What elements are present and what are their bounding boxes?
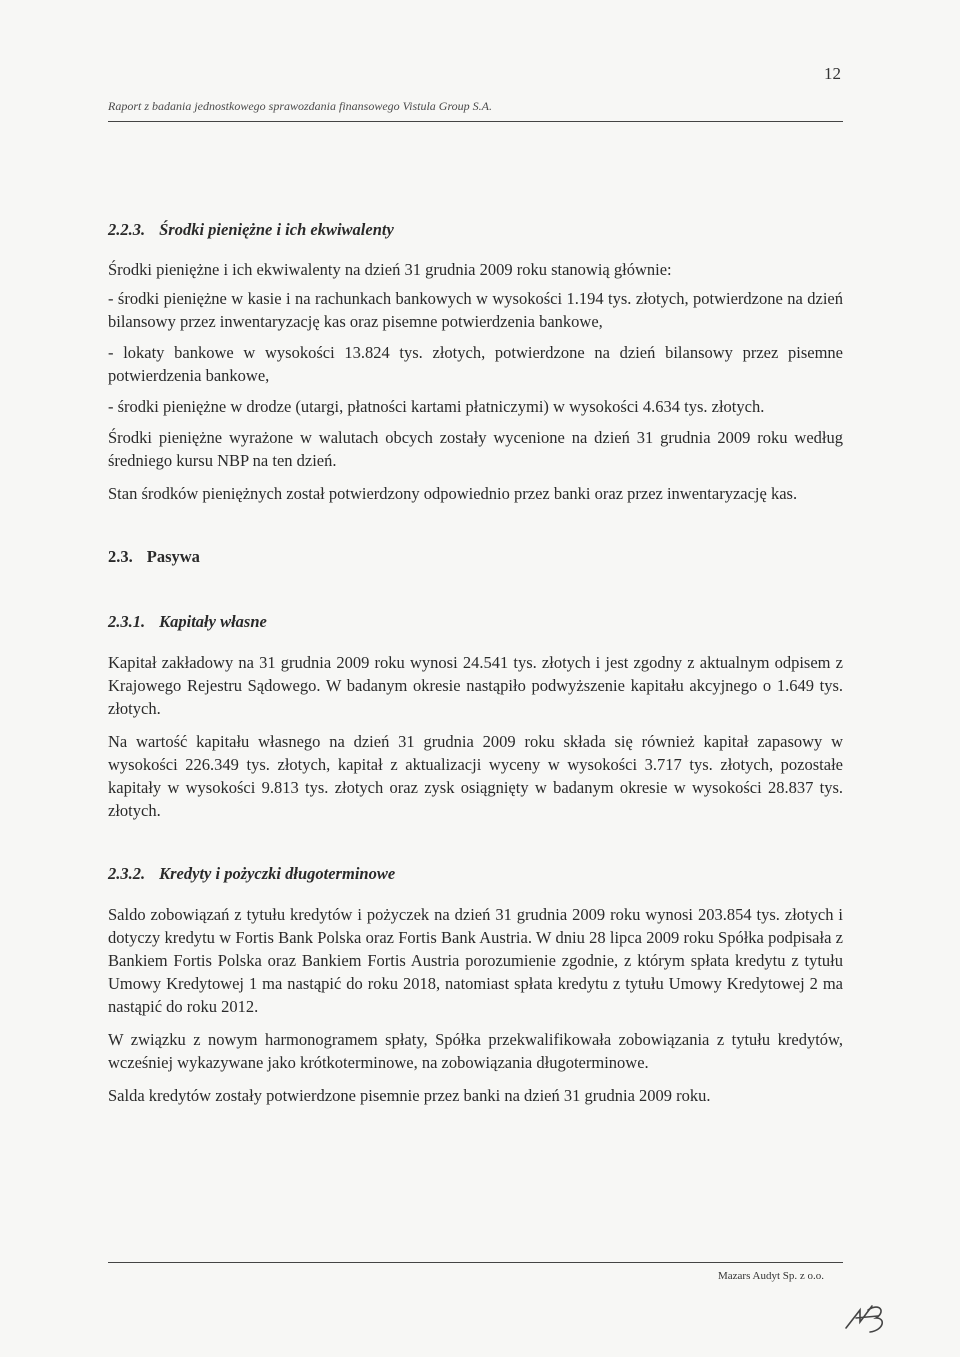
document-body — [108, 218, 843, 1107]
paragraph: Środki pieniężne i ich ekwiwalenty na dzień 31 grudnia 2009 roku stanowią głównie: — [108, 260, 672, 279]
section-title: Kapitały własne — [159, 612, 267, 631]
section-heading-2-2-3 — [108, 218, 843, 241]
paragraph: W związku z nowym harmonogramem spłaty, Spółka przekwalifikowała zobowiązania z tytułu kredytów, wcześniej wykazywane jako krótkoterminowe, na zobowiązania długoterminowe. — [108, 1030, 843, 1072]
section-title: Kredyty i pożyczki długoterminowe — [159, 864, 396, 883]
list-item: - lokaty bankowe w wysokości 13.824 tys. złotych, potwierdzone na dzień bilansowy przez pisemne potwierdzenia bankowe, — [108, 343, 843, 385]
header-divider — [108, 121, 843, 122]
section-number: 2.3.2. — [108, 864, 146, 883]
paragraph: Kapitał zakładowy na 31 grudnia 2009 roku wynosi 24.541 tys. złotych i jest zgodny z aktualnym odpisem z Krajowego Rejestru Sądowego. W badanym okresie nastąpiło podwyższenie kapitału akcyjnego o 1.649 tys. złotych. — [108, 653, 843, 718]
section-heading-2-3-2 — [108, 862, 843, 885]
list-item: - środki pieniężne w drodze (utargi, płatności kartami płatniczymi) w wysokości 4.634 tys. złotych. — [108, 397, 765, 416]
running-header: Raport z badania jednostkowego sprawozdania finansowego Vistula Group S.A. — [108, 99, 493, 113]
paragraph: Stan środków pieniężnych został potwierdzony odpowiednio przez banki oraz przez inwentaryzację kas. — [108, 484, 798, 503]
list-item: - środki pieniężne w kasie i na rachunkach bankowych w wysokości 1.194 tys. złotych, potwierdzone na dzień bilansowy przez inwentaryzację kas oraz pisemne potwierdzenia bankowe, — [108, 289, 843, 331]
footer-company-name: Mazars Audyt Sp. z o.o. — [718, 1270, 825, 1282]
section-title: Środki pieniężne i ich ekwiwalenty — [159, 220, 394, 239]
handwritten-initials — [838, 1288, 898, 1338]
section-heading-2-3-1 — [108, 610, 843, 633]
paragraph: Na wartość kapitału własnego na dzień 31 grudnia 2009 roku składa się również kapitał zapasowy w wysokości 226.349 tys. złotych, kapitał z aktualizacji wyceny w wysokości 3.717 tys. złotych, pozostałe kapitały w wysokości 9.813 tys. złotych oraz zysk osiągnięty w badanym okresie w wysokości 28.837 tys. złotych. — [108, 732, 843, 820]
section-number: 2.3. — [108, 547, 133, 566]
footer-divider — [108, 1262, 843, 1263]
page-number: 12 — [824, 64, 841, 83]
section-number: 2.2.3. — [108, 220, 146, 239]
paragraph: Salda kredytów zostały potwierdzone pisemnie przez banki na dzień 31 grudnia 2009 roku. — [108, 1086, 711, 1105]
section-title: Pasywa — [146, 547, 200, 566]
paragraph: Środki pieniężne wyrażone w walutach obcych zostały wycenione na dzień 31 grudnia 2009 roku według średniego kursu NBP na ten dzień. — [108, 428, 843, 470]
paragraph: Saldo zobowiązań z tytułu kredytów i pożyczek na dzień 31 grudnia 2009 roku wynosi 203.854 tys. złotych i dotyczy kredytu w Fortis Bank Polska oraz Fortis Bank Austria. W dniu 28 lipca 2009 roku Spółka podpisała z Bankiem Fortis Polska oraz Bankiem Fortis Austria porozumienie zgodnie, z którym spłata kredytu z tytułu Umowy Kredytowej 1 ma nastąpić do roku 2018, natomiast spłata kredytu z tytułu Umowy Kredytowej 2 ma nastąpić do roku 2012. — [108, 905, 843, 1016]
section-number: 2.3.1. — [108, 612, 146, 631]
section-heading-2-3 — [108, 545, 843, 568]
